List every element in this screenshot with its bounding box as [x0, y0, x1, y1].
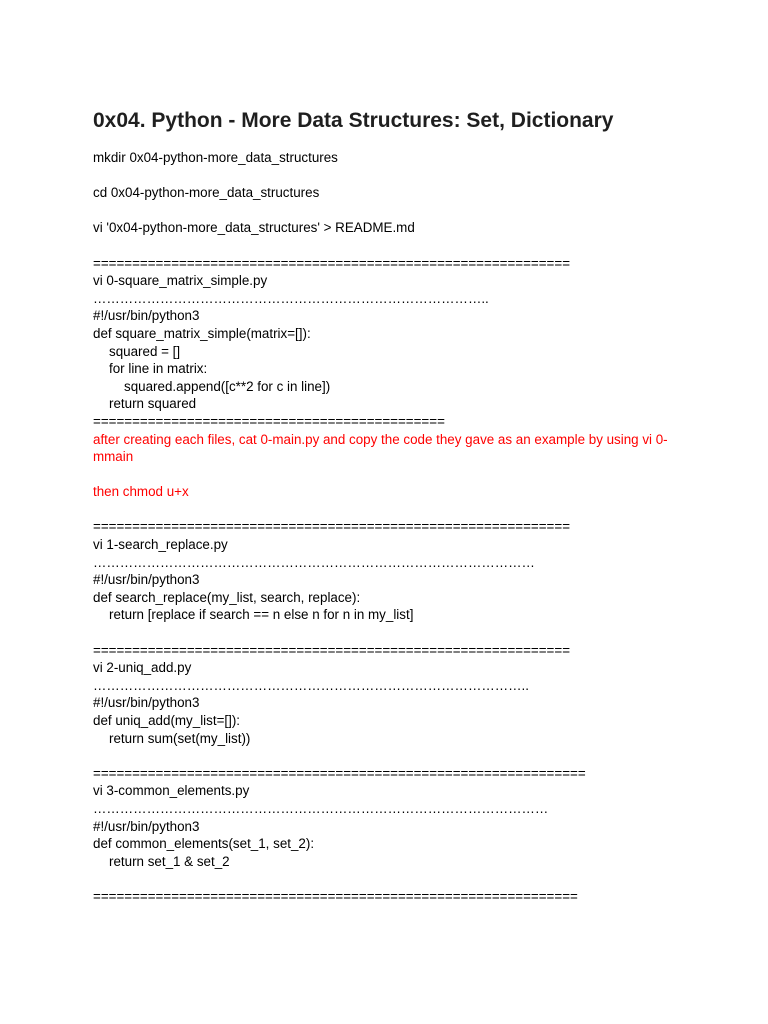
code-line: for line in matrix: — [109, 361, 208, 377]
cd-command: cd 0x04-python-more_data_structures — [93, 185, 320, 201]
code-line: return set_1 & set_2 — [109, 853, 230, 869]
readme-command: vi '0x04-python-more_data_structures' > README.md — [93, 220, 415, 236]
code-shebang: #!/usr/bin/python3 — [93, 572, 200, 588]
code-def: def square_matrix_simple(matrix=[]): — [93, 325, 311, 341]
blank-line — [93, 237, 693, 255]
code-def: def uniq_add(my_list=[]): — [93, 713, 241, 728]
vi-command: vi 0-square_matrix_simple.py — [93, 273, 268, 289]
separator: ============================================= — [93, 413, 445, 429]
vi-command: vi 3-common_elements.py — [93, 783, 250, 799]
code-line: return squared — [109, 396, 197, 412]
blank-line — [93, 202, 693, 220]
dotted-divider: …………………………………………………………………………….. — [93, 290, 489, 306]
separator: ============================================================= — [93, 642, 571, 658]
blank-line — [93, 624, 693, 642]
code-def: def search_replace(my_list, search, replace): — [93, 589, 361, 605]
code-line: squared.append([c**2 for c in line]) — [124, 378, 331, 394]
code-shebang: #!/usr/bin/python3 — [93, 308, 200, 324]
separator: ============================================================= — [93, 255, 571, 271]
code-shebang: #!/usr/bin/python3 — [93, 695, 200, 711]
section-uniq-add — [93, 642, 693, 748]
blank-line — [93, 870, 693, 888]
separator: ============================================================== — [93, 888, 578, 904]
section-square-matrix — [93, 255, 693, 431]
document-page — [93, 106, 693, 906]
code-shebang: #!/usr/bin/python3 — [93, 818, 200, 834]
code-def: def common_elements(set_1, set_2): — [93, 836, 315, 852]
mkdir-command: mkdir 0x04-python-more_data_structures — [93, 150, 338, 165]
code-line: return sum(set(my_list)) — [109, 730, 251, 746]
instruction-note-chmod: then chmod u+x — [93, 484, 189, 500]
code-line: squared = [] — [109, 343, 181, 359]
separator: =============================================================== — [93, 765, 586, 781]
page-title: 0x04. Python - More Data Structures: Set, Dictionary — [93, 109, 614, 132]
dotted-divider: ………………………………………………………………………………………… — [93, 800, 549, 816]
blank-line — [93, 501, 693, 519]
dotted-divider: …………………………………………………………………………………….. — [93, 677, 529, 693]
dotted-divider: ……………………………………………………………………………………… — [93, 554, 535, 570]
vi-command: vi 2-uniq_add.py — [93, 660, 192, 676]
blank-line — [93, 747, 693, 765]
code-line: return [replace if search == n else n for n in my_list] — [109, 607, 414, 623]
section-search-replace — [93, 518, 693, 624]
vi-command: vi 1-search_replace.py — [93, 537, 228, 553]
instruction-note: after creating each files, cat 0-main.py and copy the code they gave as an example by using vi 0-mmain — [93, 431, 668, 465]
blank-line — [93, 466, 693, 484]
blank-line — [93, 167, 693, 185]
section-common-elements — [93, 765, 693, 871]
separator: ============================================================= — [93, 519, 571, 535]
